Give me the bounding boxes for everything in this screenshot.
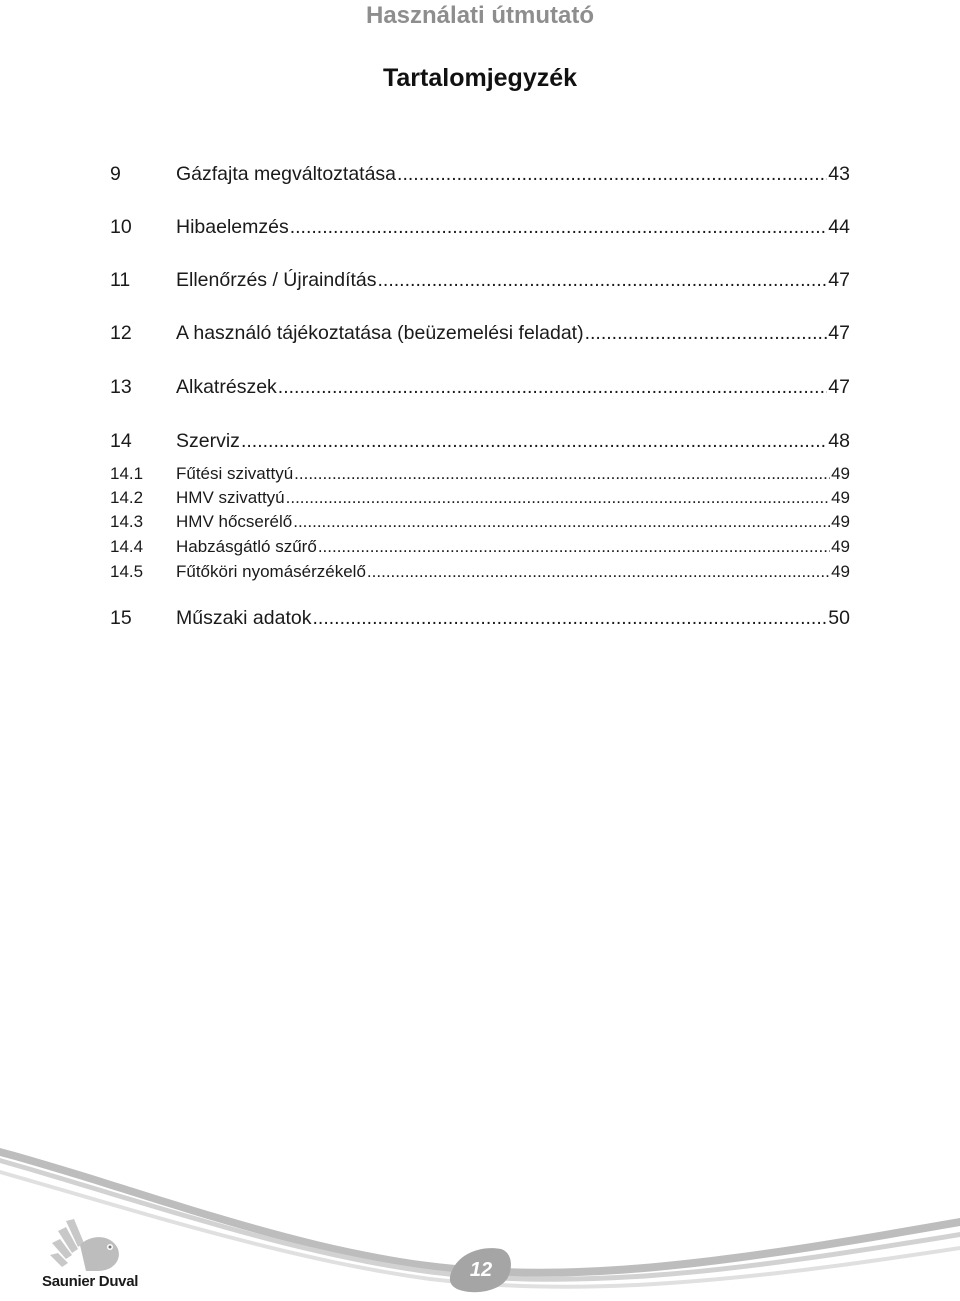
toc-entry-title: HMV szivattyú <box>176 488 285 507</box>
toc-leader-dots <box>397 163 827 186</box>
toc-leader-dots <box>367 562 830 582</box>
toc-entry-title: HMV hőcserélő <box>176 512 293 531</box>
toc-entry-number: 14.3 <box>110 512 144 531</box>
page-number: 12 <box>469 1259 493 1281</box>
toc-entry-number: 10 <box>110 216 132 238</box>
toc-entry[interactable] <box>110 322 850 350</box>
toc-entry-page: 49 <box>831 562 850 581</box>
toc-entry-number: 14.4 <box>110 537 144 556</box>
toc-entry-page: 48 <box>828 430 850 452</box>
toc-entry-title: Ellenőrzés / Újraindítás <box>176 269 377 291</box>
toc-entry-title: Hibaelemzés <box>176 216 289 238</box>
toc-leader-dots <box>286 488 830 508</box>
toc-subentry[interactable] <box>110 488 850 512</box>
toc-leader-dots <box>318 537 830 557</box>
toc-entry-title: Alkatrészek <box>176 376 277 398</box>
toc-entry-page: 49 <box>831 464 850 483</box>
toc-subentry[interactable] <box>110 562 850 586</box>
toc-leader-dots <box>290 216 828 239</box>
toc-entry-page: 49 <box>831 537 850 556</box>
toc-entry-number: 15 <box>110 607 132 629</box>
toc-entry-number: 11 <box>110 269 131 291</box>
toc-entry-number: 9 <box>110 163 121 185</box>
toc-entry-number: 13 <box>110 376 132 398</box>
toc-entry-page: 49 <box>831 512 850 531</box>
toc-leader-dots <box>241 430 827 453</box>
toc-leader-dots <box>278 376 828 399</box>
toc-entry-title: Gázfajta megváltoztatása <box>176 163 397 185</box>
toc-entry[interactable] <box>110 269 850 297</box>
toc-leader-dots <box>312 607 827 630</box>
toc-entry-number: 14 <box>110 430 132 452</box>
toc-entry[interactable] <box>110 607 850 635</box>
toc-entry-title: Fűtési szivattyú <box>176 464 294 483</box>
toc-leader-dots <box>585 322 828 345</box>
toc-entry-title: A használó tájékoztatása (beüzemelési feladat) <box>176 322 584 344</box>
toc-entry[interactable] <box>110 216 850 244</box>
toc-entry-number: 14.2 <box>110 488 144 507</box>
toc-entry-page: 44 <box>828 216 850 238</box>
toc-entry[interactable] <box>110 376 850 404</box>
toc-entry-page: 43 <box>828 163 850 185</box>
toc-entry[interactable] <box>110 163 850 191</box>
toc-heading: Tartalomjegyzék <box>382 64 578 92</box>
toc-entry-title: Habzásgátló szűrő <box>176 537 317 556</box>
toc-entry-number: 14.1 <box>110 464 144 483</box>
toc-entry-page: 47 <box>828 322 850 344</box>
toc-entry-page: 49 <box>831 488 850 507</box>
toc-entry-page: 47 <box>828 376 850 398</box>
toc-subentry[interactable] <box>110 512 850 536</box>
toc-entry-number: 14.5 <box>110 562 144 581</box>
toc-leader-dots <box>378 269 828 292</box>
toc-entry[interactable] <box>110 430 850 458</box>
toc-subentry[interactable] <box>110 537 850 561</box>
toc-entry-page: 50 <box>828 607 850 629</box>
toc-entry-title: Szerviz <box>176 430 240 452</box>
toc-subentry[interactable] <box>110 464 850 488</box>
toc-entry-page: 47 <box>828 269 850 291</box>
brand-logo-text: Saunier Duval <box>42 1273 139 1290</box>
toc-leader-dots <box>294 464 830 484</box>
toc-entry-number: 12 <box>110 322 132 344</box>
toc-leader-dots <box>293 512 830 532</box>
toc-entry-title: Fűtőköri nyomásérzékelő <box>176 562 366 581</box>
toc-entry-title: Műszaki adatok <box>176 607 312 629</box>
document-header-title: Használati útmutató <box>365 2 595 29</box>
